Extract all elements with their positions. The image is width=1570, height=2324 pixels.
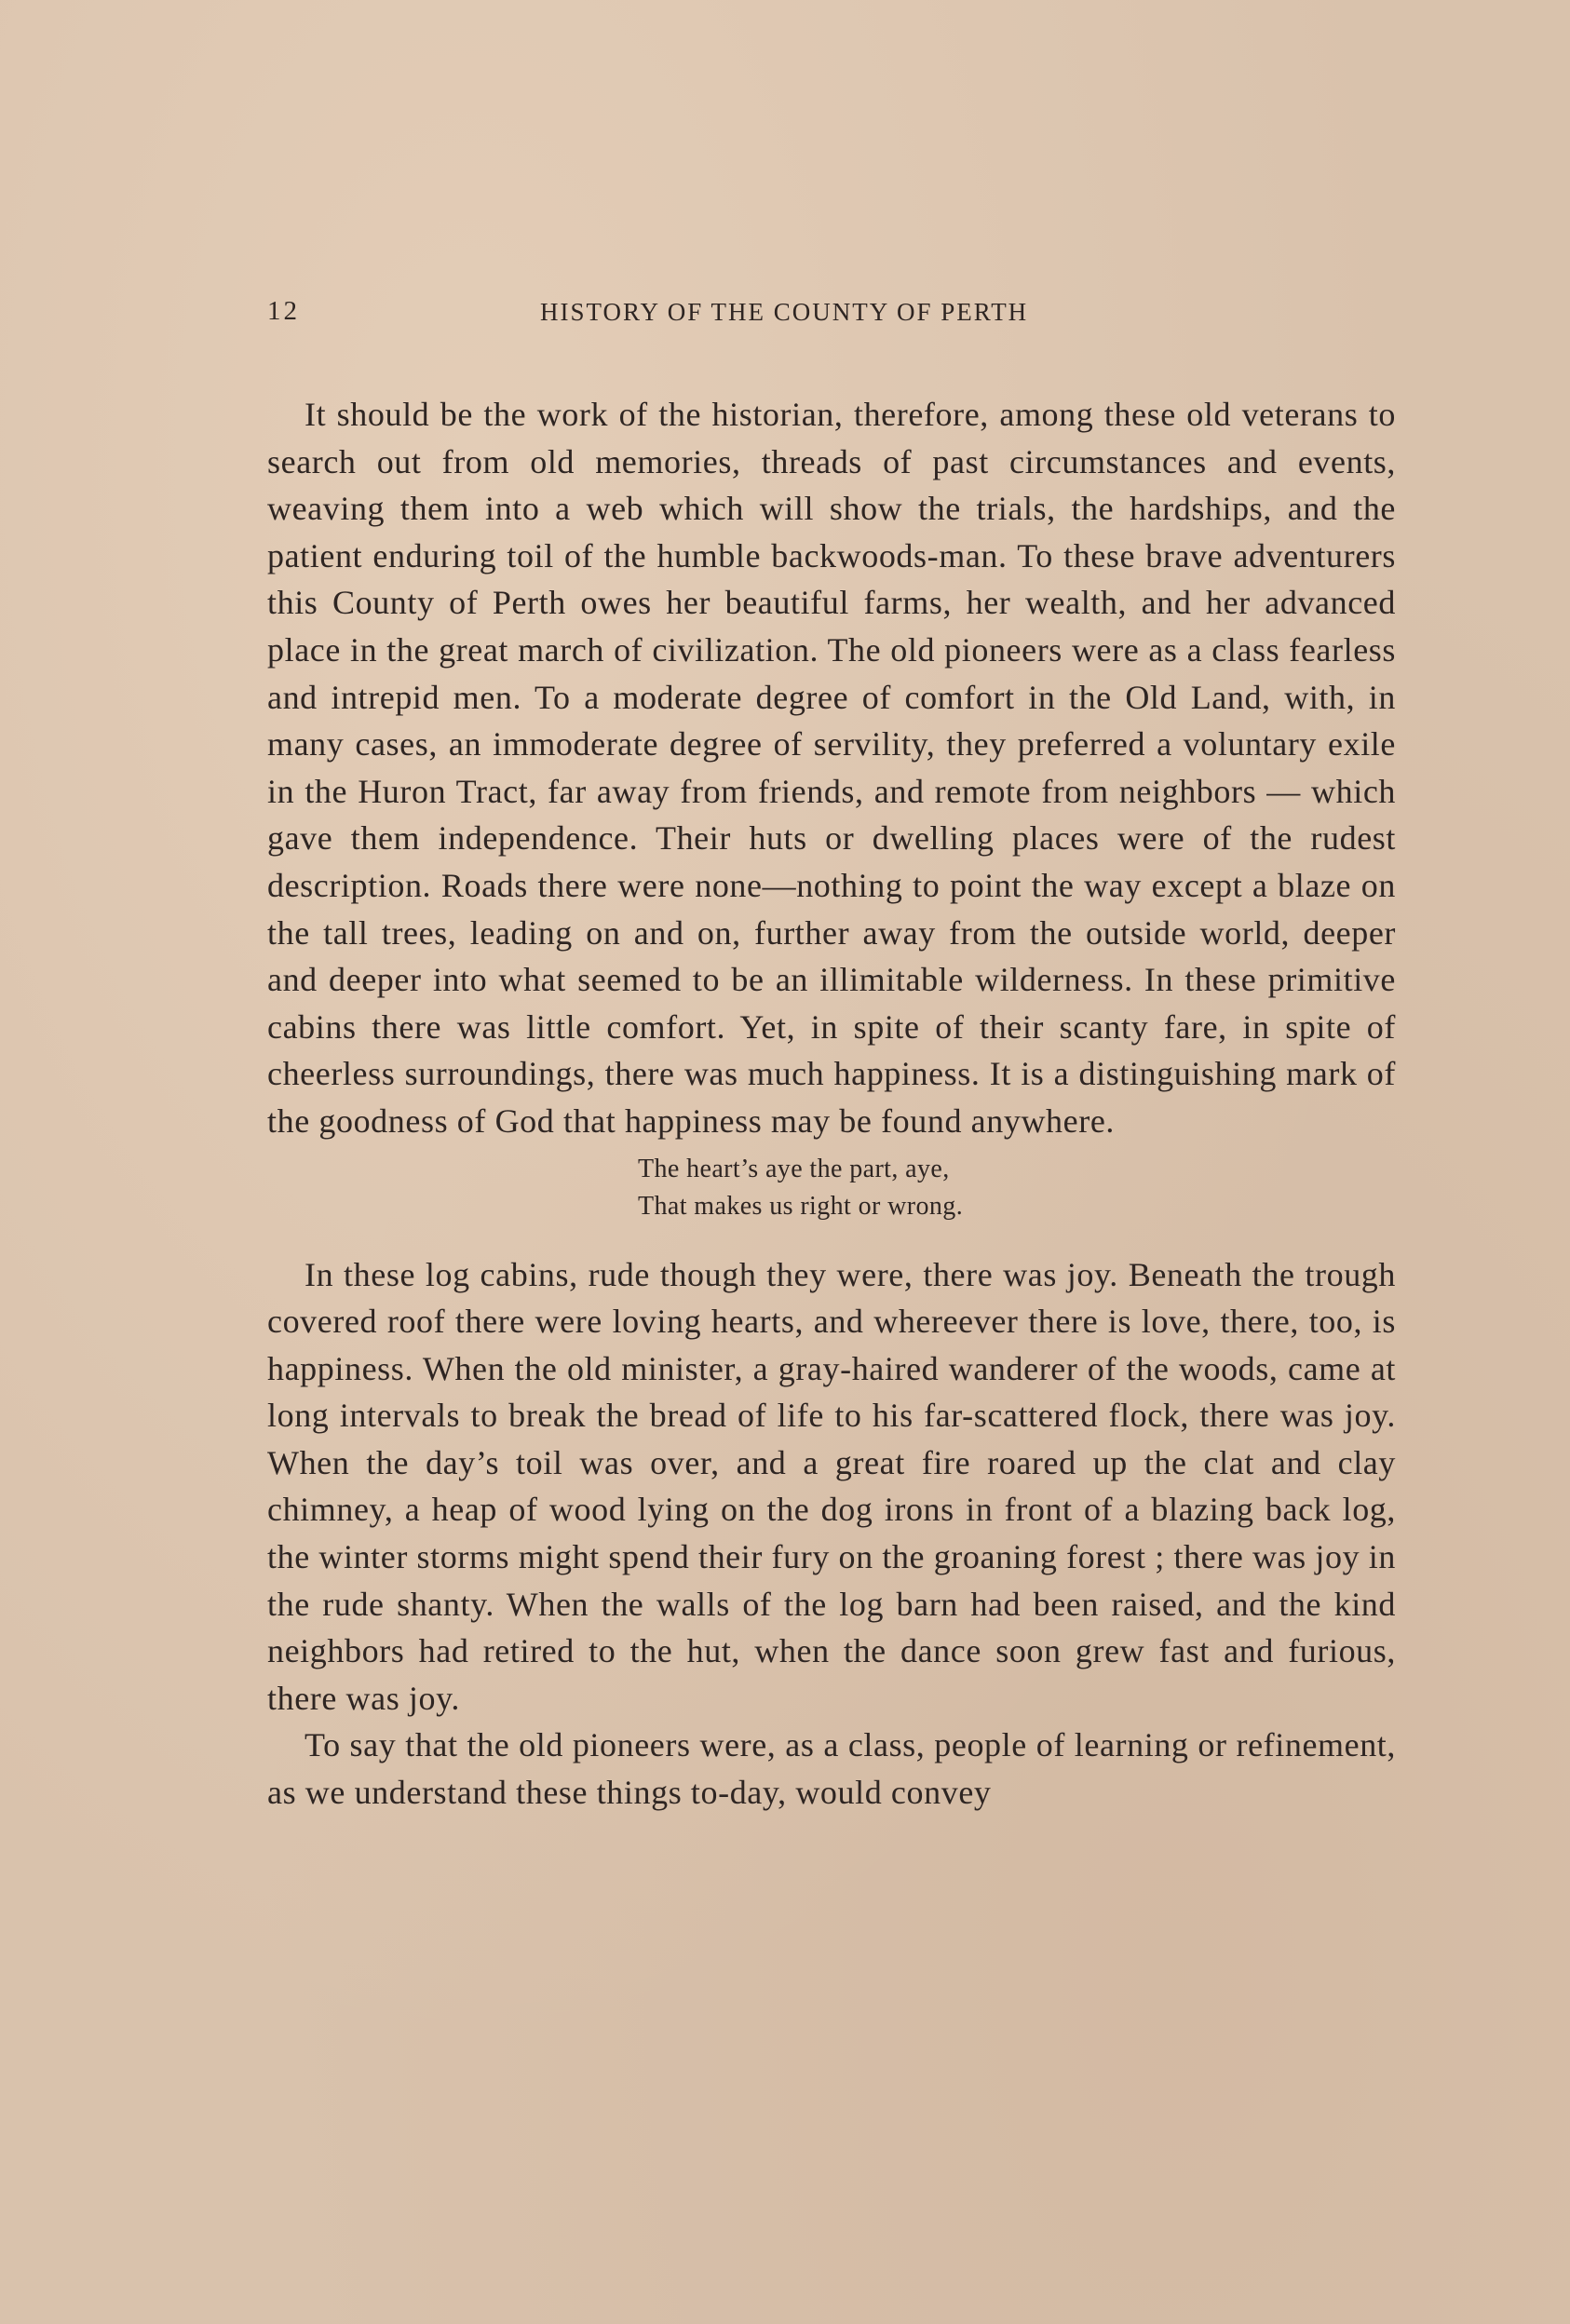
running-title: HISTORY OF THE COUNTY OF PERTH [540, 298, 1029, 326]
verse-line-1: The heart’s aye the part, aye, [638, 1154, 950, 1183]
paragraph-2: In these log cabins, rude though they were, there was joy. Beneath the trough covered roof there were loving hearts, and whereever there is love, there, too, is happiness. When the old minister, a gray-haired wanderer of the woods, came at long intervals to break the bread of life to his far-scattered flock, there was joy. When the day’s toil was over, and a great fire roared up the clat and clay chimney, a heap of wood lying on the dog irons in front of a blazing back log, the winter storms might spend their fury on the groaning forest ; there was joy in the rude shanty. When the walls of the log barn had been raised, and the kind neighbors had retired to the hut, when the dance soon grew fast and furious, there was joy. [267, 1255, 1396, 1717]
verse-line-2: That makes us right or wrong. [638, 1191, 964, 1221]
book-page [267, 296, 1396, 1817]
paragraph-1: It should be the work of the historian, therefore, among these old veterans to search out from old memories, threads of past circumstances and events, weaving them into a web which will show the trials, the hardships, and the patient enduring toil of the humble backwoods-man. To these brave adventurers this County of Perth owes her beautiful farms, her wealth, and her advanced place in the great march of civilization. The old pioneers were as a class fearless and intrepid men. To a moderate degree of comfort in the Old Land, with, in many cases, an immoderate degree of servility, they preferred a voluntary exile in the Huron Tract, far away from friends, and remote from neighbors — which gave them independence. Their huts or dwelling places were of the rudest description. Roads there were none—nothing to point the way except a blaze on the tall trees, leading on and on, further away from the outside world, deeper and deeper into what seemed to be an illimitable wilderness. In these primitive cabins there was little comfort. Yet, in spite of their scanty fare, in spite of cheerless surroundings, there was much happiness. It is a distinguishing mark of the goodness of God that happiness may be found anywhere. [267, 396, 1396, 1140]
verse-quotation [638, 1151, 1396, 1225]
body-text [267, 391, 1396, 1817]
page-number: 12 [267, 296, 300, 326]
paragraph-3: To say that the old pioneers were, as a class, people of learning or refinement, as we understand these things to-day, would convey [267, 1726, 1396, 1812]
running-head [267, 296, 1396, 343]
